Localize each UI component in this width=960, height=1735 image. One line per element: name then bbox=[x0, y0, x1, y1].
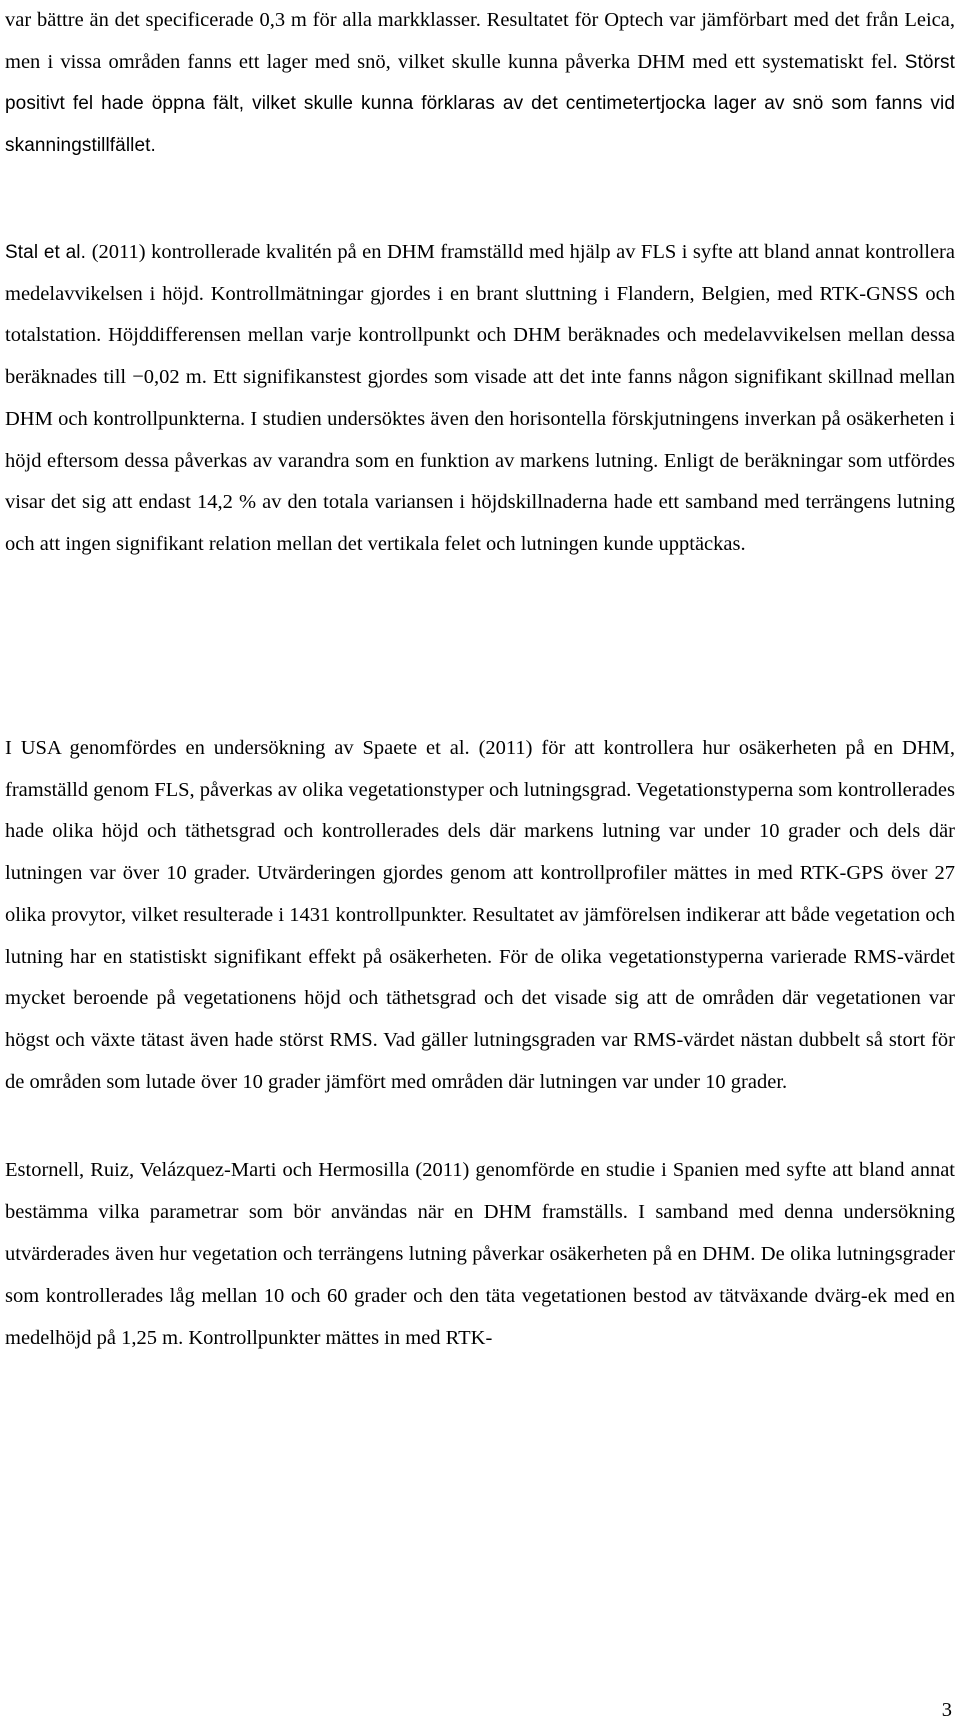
paragraph-spaete-et-al bbox=[5, 728, 955, 1103]
paragraph-optech-results bbox=[5, 0, 955, 166]
paragraph-text: Stal et al. bbox=[5, 242, 92, 263]
paragraph-text: Estornell, Ruiz, Velázquez-Marti och Hermosilla (2011) genomförde en studie i Spanien med syfte att bland annat bestämma vilka parametrar som bör användas när en DHM framställs. I samband med denna undersökning utvärderades även hur vegetation och terrängens lutning påverkar osäkerheten på en DHM. De olika lutningsgrader som kontrollerades låg mellan 10 och 60 grader och den täta vegetationen bestod av tätväxande dvärg-ek med en medelhöjd på 1,25 m. Kontrollpunkter mättes in med RTK- bbox=[5, 1159, 955, 1349]
paragraph-estornell bbox=[5, 1150, 955, 1360]
paragraph-text: (2011) kontrollerade kvalitén på en DHM framställd med hjälp av FLS i syfte att bland annat kontrollera medelavvikelsen i höjd. Kontrollmätningar gjordes i en brant sluttning i Flandern, Belgien, med RTK-GNSS och totalstation. Höjddifferensen mellan varje kontrollpunkt och DHM beräknades och medelavvikelsen mellan dessa beräknades till −0,02 m. Ett signifikanstest gjordes som visade att det inte fanns någon signifikant skillnad mellan DHM och kontrollpunkterna. I studien undersöktes även den horisontella förskjutningens inverkan på osäkerheten i höjd eftersom dessa påverkas av varandra som en funktion av markens lutning. Enligt de beräkningar som utfördes visar det sig att endast 14,2 % av den totala variansen i höjdskillnaderna hade ett samband med terrängens lutning och att ingen signifikant relation mellan det vertikala felet och lutningen kunde upptäckas. bbox=[5, 241, 955, 555]
page-number: 3 bbox=[941, 1699, 952, 1721]
paragraph-text: Störst positivt fel hade öppna fält, vilket skulle kunna förklaras av det centimetertjocka lager av snö som fanns vid skanningstillfället. bbox=[5, 51, 955, 156]
paragraph-text: I USA genomfördes en undersökning av Spaete et al. (2011) för att kontrollera hur osäkerheten på en DHM, framställd genom FLS, påverkas av olika vegetationstyper och lutningsgrad. Vegetationstyperna som kontrollerades hade olika höjd och täthetsgrad och kontrollerades dels där markens lutning var under 10 grader och dels där lutningen var över 10 grader. Utvärderingen gjordes genom att kontrollprofiler mättes in med RTK-GPS över 27 olika provytor, vilket resulterade i 1431 kontrollpunkter. Resultatet av jämförelsen indikerar att både vegetation och lutning har en statistiskt signifikant effekt på osäkerheten. För de olika vegetationstyperna varierade RMS-värdet mycket beroende på vegetationens höjd och täthetsgrad och det visade sig att de områden där vegetationen var högst och växte tätast även hade störst RMS. Vad gäller lutningsgraden var RMS-värdet nästan dubbelt så stort för de områden som lutade över 10 grader jämfört med områden där lutningen var under 10 grader. bbox=[5, 737, 955, 1093]
paragraph-stal-et-al bbox=[5, 232, 955, 566]
paragraph-text: var bättre än det specificerade 0,3 m för alla markklasser. Resultatet för Optech var jämförbart med det från Leica, men i vissa områden fanns ett lager med snö, vilket skulle kunna påverka DHM med ett systematiskt fel. bbox=[5, 9, 955, 73]
